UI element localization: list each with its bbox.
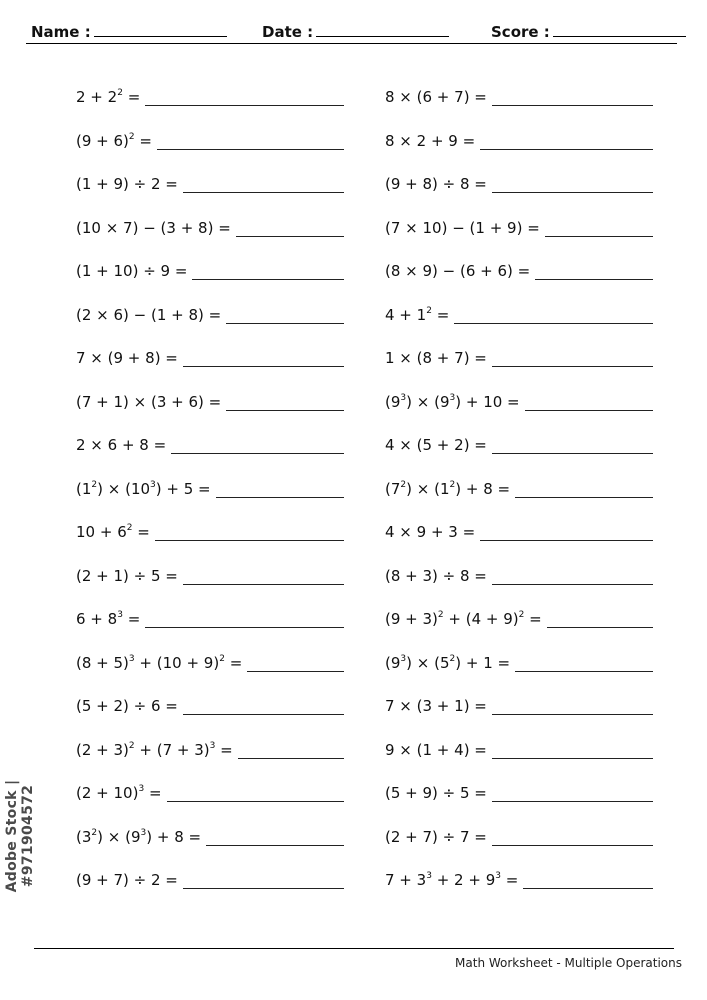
answer-blank[interactable]: [216, 473, 344, 498]
score-label: Score :: [491, 23, 550, 41]
problem-row: [385, 386, 653, 430]
problem-expression: $(9^3) \times (5^2) + 1$ =: [385, 653, 511, 672]
problem-expression: (7 + 1) × (3 + 6) =: [76, 392, 222, 411]
stock-watermark-id: Adobe Stock | #971904572: [4, 779, 36, 893]
problem-row: [385, 864, 653, 908]
answer-blank[interactable]: [171, 429, 344, 454]
problem-row: [76, 342, 344, 386]
problem-row: [385, 299, 653, 343]
answer-blank[interactable]: [157, 125, 344, 150]
problem-row: [76, 690, 344, 734]
problem-expression: (5 + 9) ÷ 5 =: [385, 784, 487, 802]
problem-expression: $(9 + 6)^2$ =: [76, 131, 152, 150]
answer-blank[interactable]: [492, 81, 653, 106]
problem-expression: $7 + 3^3 + 2 + 9^3$ =: [385, 871, 519, 889]
problem-row: [385, 516, 653, 560]
answer-blank[interactable]: [183, 168, 344, 193]
problem-row: [385, 473, 653, 517]
problem-row: [76, 168, 344, 212]
answer-blank[interactable]: [167, 777, 344, 802]
name-label: Name :: [31, 23, 91, 41]
answer-blank[interactable]: [535, 255, 653, 280]
date-blank[interactable]: [316, 22, 449, 37]
answer-blank[interactable]: [515, 473, 653, 498]
header-divider: [26, 43, 677, 44]
answer-blank[interactable]: [525, 386, 653, 411]
problem-expression: $6 + 8^3$ =: [76, 610, 141, 628]
problem-expression: 2 × 6 + 8 =: [76, 436, 167, 454]
answer-blank[interactable]: [492, 560, 653, 585]
problem-row: [385, 690, 653, 734]
problem-expression: 1 × (8 + 7) =: [385, 349, 487, 367]
problem-row: [385, 560, 653, 604]
problem-row: [76, 864, 344, 908]
problem-expression: (10 × 7) − (3 + 8) =: [76, 218, 231, 237]
date-label: Date :: [262, 23, 314, 41]
problem-expression: $10 + 6^2$ =: [76, 523, 150, 541]
answer-blank[interactable]: [545, 212, 653, 237]
problems-right-column: [385, 81, 653, 908]
answer-blank[interactable]: [492, 734, 653, 759]
answer-blank[interactable]: [480, 516, 653, 541]
problem-expression: (2 + 1) ÷ 5 =: [76, 566, 178, 585]
problem-expression: $(3^2) \times (9^3) + 8$ =: [76, 827, 202, 846]
problem-row: [76, 560, 344, 604]
problem-expression: (8 × 9) − (6 + 6) =: [385, 262, 531, 280]
answer-blank[interactable]: [206, 821, 344, 846]
problem-row: [385, 168, 653, 212]
problem-row: [76, 429, 344, 473]
problem-row: [385, 603, 653, 647]
problems-left-column: [76, 81, 344, 908]
problem-expression: 7 × (3 + 1) =: [385, 697, 487, 715]
problem-row: [385, 734, 653, 778]
problem-expression: 8 × 2 + 9 =: [385, 131, 476, 150]
answer-blank[interactable]: [183, 560, 344, 585]
problem-expression: 8 × (6 + 7) =: [385, 88, 487, 106]
problem-expression: (2 + 7) ÷ 7 =: [385, 827, 487, 846]
answer-blank[interactable]: [547, 603, 653, 628]
answer-blank[interactable]: [192, 255, 344, 280]
problem-expression: $(8 + 5)^3 + (10 + 9)^2$ =: [76, 653, 243, 672]
problem-expression: $(2 + 3)^2 + (7 + 3)^3$ =: [76, 740, 233, 759]
answer-blank[interactable]: [238, 734, 344, 759]
answer-blank[interactable]: [492, 168, 653, 193]
problem-row: [385, 125, 653, 169]
problem-row: [385, 647, 653, 691]
date-field[interactable]: [262, 22, 449, 41]
answer-blank[interactable]: [145, 603, 344, 628]
problem-row: [76, 255, 344, 299]
answer-blank[interactable]: [523, 864, 653, 889]
problem-expression: $(9^3) \times (9^3) + 10$ =: [385, 392, 520, 411]
problem-expression: (1 + 9) ÷ 2 =: [76, 175, 178, 193]
problem-expression: $(9 + 3)^2 + (4 + 9)^2$ =: [385, 610, 542, 628]
answer-blank[interactable]: [492, 690, 653, 715]
problem-expression: (5 + 2) ÷ 6 =: [76, 697, 178, 715]
problem-row: [76, 81, 344, 125]
answer-blank[interactable]: [226, 386, 344, 411]
name-field[interactable]: [31, 22, 227, 41]
problem-row: [385, 821, 653, 865]
answer-blank[interactable]: [454, 299, 653, 324]
answer-blank[interactable]: [226, 299, 344, 324]
problem-expression: $4 + 1^2$ =: [385, 305, 450, 324]
answer-blank[interactable]: [145, 81, 344, 106]
answer-blank[interactable]: [155, 516, 344, 541]
answer-blank[interactable]: [236, 212, 344, 237]
name-blank[interactable]: [94, 22, 227, 37]
score-field[interactable]: [491, 22, 686, 41]
problem-row: [76, 386, 344, 430]
problem-expression: 4 × 9 + 3 =: [385, 523, 476, 541]
worksheet-title: Math Worksheet - Multiple Operations: [455, 956, 682, 970]
problem-expression: (9 + 8) ÷ 8 =: [385, 175, 487, 193]
answer-blank[interactable]: [183, 864, 344, 889]
problem-row: [385, 212, 653, 256]
answer-blank[interactable]: [480, 125, 653, 150]
problem-row: [76, 473, 344, 517]
problem-expression: $(2 + 10)^3$ =: [76, 784, 162, 802]
footer-divider: [34, 948, 674, 949]
answer-blank[interactable]: [492, 429, 653, 454]
answer-blank[interactable]: [515, 647, 653, 672]
answer-blank[interactable]: [183, 690, 344, 715]
problem-expression: $(1^2) \times (10^3) + 5$ =: [76, 479, 211, 498]
problem-expression: (8 + 3) ÷ 8 =: [385, 566, 487, 585]
problem-row: [76, 734, 344, 778]
problem-row: [385, 777, 653, 821]
problem-row: [76, 821, 344, 865]
problem-expression: (1 + 10) ÷ 9 =: [76, 262, 188, 280]
problem-expression: $(7^2) \times (1^2) + 8$ =: [385, 479, 511, 498]
problem-row: [385, 81, 653, 125]
worksheet-header: [0, 0, 707, 46]
problem-expression: 4 × (5 + 2) =: [385, 436, 487, 454]
problem-row: [76, 212, 344, 256]
answer-blank[interactable]: [247, 647, 344, 672]
problem-row: [76, 299, 344, 343]
answer-blank[interactable]: [492, 777, 653, 802]
problem-expression: $2 + 2^2$ =: [76, 88, 141, 106]
problem-row: [385, 429, 653, 473]
problem-row: [76, 516, 344, 560]
problem-expression: 9 × (1 + 4) =: [385, 740, 487, 759]
problem-expression: 7 × (9 + 8) =: [76, 349, 178, 367]
score-blank[interactable]: [553, 22, 686, 37]
problem-row: [76, 125, 344, 169]
problem-row: [76, 603, 344, 647]
problem-expression: (9 + 7) ÷ 2 =: [76, 871, 178, 889]
problem-expression: (2 × 6) − (1 + 8) =: [76, 305, 222, 324]
answer-blank[interactable]: [492, 821, 653, 846]
problem-row: [76, 647, 344, 691]
answer-blank[interactable]: [183, 342, 344, 367]
problem-row: [385, 255, 653, 299]
answer-blank[interactable]: [492, 342, 653, 367]
problem-row: [385, 342, 653, 386]
problem-row: [76, 777, 344, 821]
problem-expression: (7 × 10) − (1 + 9) =: [385, 218, 540, 237]
